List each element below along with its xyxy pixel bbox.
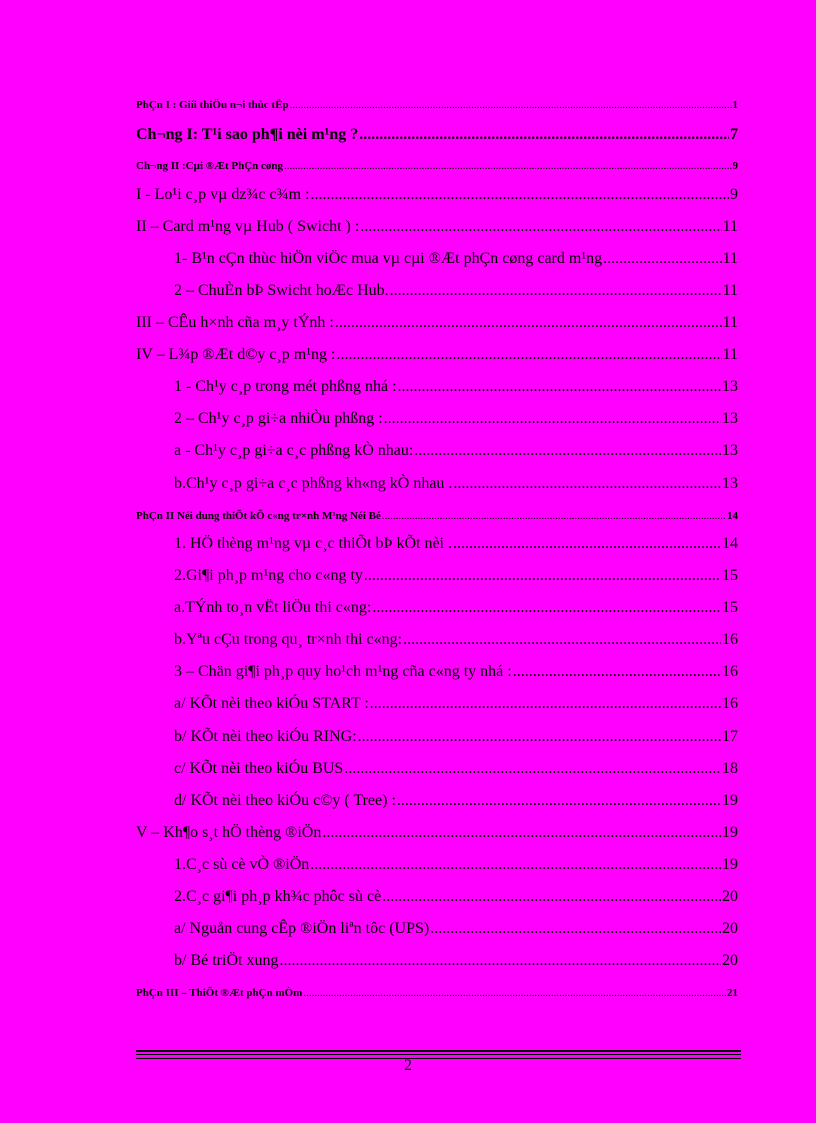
toc-entry-page: 19 bbox=[722, 856, 738, 873]
toc-entry-page: 16 bbox=[722, 663, 738, 680]
toc-entry-title: PhÇn III – ThiÕt ®Æt phÇn mÒm bbox=[136, 987, 303, 999]
toc-entry-title: b/ Bé triÖt xung bbox=[174, 952, 279, 969]
toc-entry bbox=[174, 791, 738, 811]
toc-entry bbox=[136, 345, 738, 365]
toc-dot-leader bbox=[303, 983, 726, 1003]
toc-entry-page: 11 bbox=[722, 346, 738, 363]
toc-entry bbox=[174, 598, 738, 618]
toc-dot-leader bbox=[453, 534, 721, 554]
toc-entry-page: 16 bbox=[722, 631, 738, 648]
toc-entry bbox=[136, 95, 738, 115]
toc-entry-page: 14 bbox=[722, 535, 738, 552]
toc-entry-title: 2.Gi¶i ph¸p m¹ng cho c«ng ty bbox=[174, 567, 363, 584]
toc-dot-leader bbox=[335, 313, 722, 333]
toc-entry-title: a/ Nguån cung cÊp ®iÖn liªn tôc (UPS) bbox=[174, 920, 430, 937]
toc-entry-page: 13 bbox=[722, 475, 738, 492]
toc-entry-title: 1 - Ch¹y c¸p trong mét phßng nhá : bbox=[174, 378, 397, 395]
toc-entry-page: 20 bbox=[722, 888, 738, 905]
toc-entry-page: 16 bbox=[722, 695, 738, 712]
toc-entry-title: I - Lo¹i c¸p vµ dz¾c c¾m : bbox=[136, 186, 310, 203]
toc-entry-page: 11 bbox=[722, 218, 738, 235]
toc-dot-leader bbox=[359, 125, 729, 145]
toc-entry bbox=[136, 185, 738, 205]
toc-entry-page: 7 bbox=[730, 126, 738, 143]
toc-entry-title: III – CÊu h×nh cña m¸y tÝnh : bbox=[136, 314, 334, 331]
toc-entry bbox=[136, 983, 738, 1003]
toc-dot-leader bbox=[344, 759, 721, 779]
toc-entry-title: 3 – Chän gi¶i ph¸p quy ho¹ch m¹ng cña c«ng ty nhá : bbox=[174, 663, 512, 680]
toc-entry-page: 18 bbox=[722, 760, 738, 777]
toc-dot-leader bbox=[513, 662, 721, 682]
toc-dot-leader bbox=[370, 694, 721, 714]
toc-entry bbox=[174, 919, 738, 939]
toc-dot-leader bbox=[364, 566, 721, 586]
toc-entry-title: b/ KÕt nèi theo kiÓu RING: bbox=[174, 728, 357, 745]
toc-entry-title: 1. HÖ thèng m¹ng vµ c¸c thiÕt bÞ kÕt nèi . bbox=[174, 535, 452, 552]
toc-entry-page: 11 bbox=[722, 314, 738, 331]
toc-entry-title: c/ KÕt nèi theo kiÓu BUS bbox=[174, 760, 344, 777]
toc-entry-title: PhÇn II Néi dung thiÕt kÕ c«ng tr×nh M¹ng Néi Bé bbox=[136, 510, 381, 522]
toc-entry-page: 20 bbox=[722, 952, 738, 969]
toc-entry bbox=[136, 506, 738, 526]
toc-dot-leader bbox=[390, 281, 722, 301]
toc-entry bbox=[174, 727, 738, 747]
toc-dot-leader bbox=[311, 185, 729, 205]
toc-entry bbox=[174, 759, 738, 779]
toc-dot-leader bbox=[398, 377, 721, 397]
toc-entry bbox=[174, 630, 738, 650]
toc-dot-leader bbox=[603, 249, 721, 269]
toc-entry-title: b.Yªu cÇu trong qu¸ tr×nh thi c«ng: bbox=[174, 631, 403, 648]
toc-dot-leader bbox=[384, 409, 721, 429]
toc-entry-page: 19 bbox=[722, 792, 738, 809]
page-number: 2 bbox=[404, 1057, 412, 1074]
toc-entry bbox=[174, 887, 738, 907]
toc-entry bbox=[174, 855, 738, 875]
toc-entry bbox=[174, 441, 738, 461]
toc-entry-page: 11 bbox=[722, 250, 738, 267]
toc-dot-leader bbox=[360, 217, 721, 237]
toc-dot-leader bbox=[310, 855, 721, 875]
toc-dot-leader bbox=[284, 156, 731, 176]
toc-entry-title: 2 – Ch¹y c¸p gi÷a nhiÒu phßng : bbox=[174, 410, 383, 427]
toc-dot-leader bbox=[453, 474, 721, 494]
toc-entry-title: 2 – ChuÈn bÞ Swicht hoÆc Hub. bbox=[174, 282, 389, 299]
toc-dot-leader bbox=[358, 727, 721, 747]
toc-entry-page: 9 bbox=[730, 186, 738, 203]
toc-dot-leader bbox=[397, 791, 721, 811]
toc-entry bbox=[174, 377, 738, 397]
toc-dot-leader bbox=[372, 598, 721, 618]
toc-entry-page: 20 bbox=[722, 920, 738, 937]
toc-entry-title: V – Kh¶o s¸t hÖ thèng ®iÖn bbox=[136, 824, 322, 841]
toc-entry bbox=[174, 409, 738, 429]
toc-entry bbox=[136, 125, 738, 145]
toc-entry-title: IV – L¾p ®Æt d©y c¸p m¹ng : bbox=[136, 346, 336, 363]
toc-entry-page: 13 bbox=[722, 442, 738, 459]
toc-entry-title: a.TÝnh to¸n vËt liÖu thi c«ng: bbox=[174, 599, 372, 616]
toc-entry-page: 15 bbox=[722, 599, 738, 616]
toc-dot-leader bbox=[279, 951, 721, 971]
toc-entry-title: b.Ch¹y c¸p gi÷a c¸c phßng kh«ng kÒ nhau . bbox=[174, 475, 453, 492]
toc-entry-title: II – Card m¹ng vµ Hub ( Swicht ) : bbox=[136, 218, 360, 235]
toc-entry bbox=[136, 156, 738, 176]
toc-entry bbox=[174, 566, 738, 586]
toc-entry bbox=[174, 662, 738, 682]
toc-entry-title: 1.C¸c sù cè vÒ ®iÖn bbox=[174, 856, 310, 873]
toc-entry-page: 9 bbox=[732, 160, 738, 172]
toc-entry-title: d/ KÕt nèi theo kiÓu c©y ( Tree) : bbox=[174, 792, 396, 809]
toc-entry-title: a - Ch¹y c¸p gi÷a c¸c phßng kÒ nhau: bbox=[174, 442, 414, 459]
toc-entry-page: 21 bbox=[727, 987, 738, 999]
toc-entry bbox=[136, 313, 738, 333]
toc-dot-leader bbox=[290, 95, 732, 115]
toc-entry-page: 17 bbox=[722, 728, 738, 745]
toc-entry bbox=[174, 951, 738, 971]
toc-entry-page: 1 bbox=[732, 99, 738, 111]
toc-entry-title: 2.C¸c gi¶i ph¸p kh¾c phôc sù cè bbox=[174, 888, 382, 905]
toc-entry-title: Ch¬ng I: T¹i sao ph¶i nèi m¹ng ? bbox=[136, 126, 359, 143]
toc-entry-page: 13 bbox=[722, 378, 738, 395]
toc-entry-page: 13 bbox=[722, 410, 738, 427]
toc-entry-title: Ch¬ng II :Cµi ®Æt PhÇn cøng bbox=[136, 160, 284, 172]
toc-dot-leader bbox=[403, 630, 721, 650]
toc-dot-leader bbox=[382, 887, 721, 907]
toc-entry-page: 14 bbox=[727, 510, 738, 522]
toc-entry bbox=[174, 281, 738, 301]
toc-entry bbox=[136, 217, 738, 237]
toc-dot-leader bbox=[382, 506, 726, 526]
toc-entry-page: 11 bbox=[722, 282, 738, 299]
toc-entry-page: 15 bbox=[722, 567, 738, 584]
toc-entry bbox=[136, 823, 738, 843]
toc-dot-leader bbox=[322, 823, 721, 843]
toc-entry-title: a/ KÕt nèi theo kiÓu START : bbox=[174, 695, 369, 712]
toc-dot-leader bbox=[336, 345, 721, 365]
toc-dot-leader bbox=[430, 919, 721, 939]
toc-dot-leader bbox=[414, 441, 721, 461]
toc-entry-title: 1- B¹n cÇn thùc hiÖn viÖc mua vµ cµi ®Æt phÇn cøng card m¹ng bbox=[174, 250, 603, 267]
toc-entry bbox=[174, 534, 738, 554]
toc-entry bbox=[174, 249, 738, 269]
toc-entry-title: PhÇn I : Giíi thiÖu n¬i thùc tËp bbox=[136, 99, 289, 111]
toc-entry-page: 19 bbox=[722, 824, 738, 841]
toc-entry bbox=[174, 474, 738, 494]
toc-entry bbox=[174, 694, 738, 714]
